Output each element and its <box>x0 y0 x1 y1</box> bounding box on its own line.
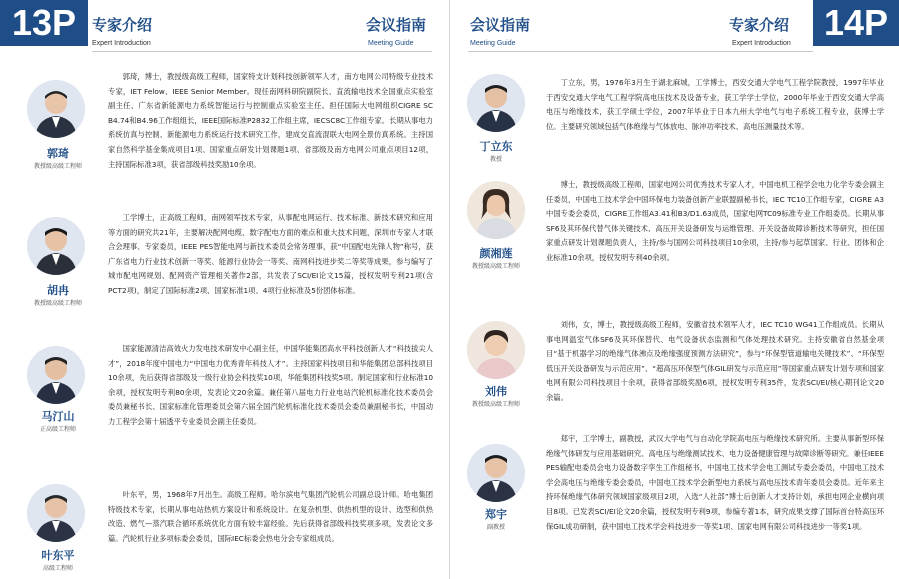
section-subtitle: Expert Introduction <box>92 40 151 47</box>
expert-name: 颜湘莲 <box>479 247 513 260</box>
guide-subtitle: Meeting Guide <box>368 40 414 47</box>
guide-title: 会议指南 <box>366 16 427 34</box>
expert-title: 副教授 <box>486 524 505 531</box>
expert-name: 刘伟 <box>485 385 507 398</box>
guide-title: 会议指南 <box>470 16 531 34</box>
expert-name: 丁立东 <box>479 140 513 153</box>
header-divider <box>468 51 813 52</box>
expert-title: 教授级高级工程师 <box>471 263 520 270</box>
expert-title: 教授级高级工程师 <box>33 163 82 170</box>
expert-bio: 郭琦，博士，教授级高级工程师，国家特支计划科技创新领军人才，南方电网公司特级专业技术专家，IET Felow、IEEE Senior Member。现任南网科研院副院长、直流输电技术全国重点实验室副主任、广东省新能源电力系统智能运行与控制重点实验室主任。担任国际大电网组织CIGRE SC B4.74和B4.96工作组组长，IEEE国际标准P2832工作组主席，IECSC8C工作组专家。长期从事电力系统仿真与控制、新能源电力系统运行技术研究工作，建成交直流混联大电网全景仿真系统。主持国家自然科学基金集成项目1项、国家重点研发计划课题1项、省部级及南方电网公司重点项目12项，主持国际标准3项，获省部级科技奖励10余项。 <box>108 72 433 169</box>
expert-photo <box>467 181 525 239</box>
section-title: 专家介绍 <box>92 16 153 34</box>
section-title: 专家介绍 <box>729 16 790 34</box>
expert-bio: 丁立东，男，1976年3月生于湖北麻城，工学博士，西安交通大学电气工程学院教授，1997年毕业于西安交通大学电气工程学院高电压技术及设备专业，获工学学士学位，2000年毕业于西安交通大学高电压与绝缘技术，获工学硕士学位，2007年毕业于日本九州大学电气与电子系统工程专业，获博士学位。主要研究领域包括气体绝缘与气体放电、脉冲功率技术、高电压测量技术等。 <box>546 78 884 131</box>
expert-title: 正高级工程师 <box>39 426 76 433</box>
expert-title: 教授 <box>489 156 502 163</box>
expert-bio: 郑宇，工学博士，副教授，武汉大学电气与自动化学院高电压与绝缘技术研究所。主要从事新型环保绝缘气体研发与应用基础研究、高电压与绝缘测试技术、电力设备健康管理与故障诊断等研究。兼任IEEE PES输配电委员会电力设备数字孪生工作组秘书，中国电工技术学会电工测试专委会委员，中国电工技术学会高电压与绝缘专委会委员，中国电工技术学会新型电力系统与高电压技术青年委员会委员。近年来主持环保绝缘气体研究领域国家级项目2项，入选“人社部”博士后创新人才支持计划，承担电网企业横向项目8项。已发表SCI/EI论文20余篇，授权发明专利9项，参编专著1本，研究成果支撑了国际首台特高压环保GIL成功研制，获中国电工技术学会科技进步一等奖1项、国家电网有限公司科技进步一等奖1项。 <box>546 434 884 531</box>
expert-photo <box>27 484 85 542</box>
expert-name: 郑宇 <box>485 508 507 521</box>
section-subtitle: Expert Introduction <box>732 40 791 47</box>
expert-bio: 工学博士，正高级工程师，南网领军技术专家，从事配电网运行、技术标准、新技术研究和应用等方面的研究共21年，主要解决配网电缆、数字配电方面的难点和重大技术问题，深圳市专家人才联合会理事、专家委员，IEEE PES智能电网与新技术委员会常务理事，获“中国配电先锋人物”称号，获广东省电力行业技术创新一等奖、能源行业协会一等奖、南网科技进步奖二等奖等成果，参与编写了城市配电网规划、配网资产管理相关著作2部，共发表了SCI/EI论文15篇，授权发明专利21项(含PCT2项)，制定了国际标准2项、国家标准1项、4项行业标准及5份团体标准。 <box>108 213 433 295</box>
expert-bio: 叶东平，男，1968年7月出生。高级工程师。哈尔滨电气集团汽轮机公司副总设计师。哈电集团特级技术专家，长期从事电站热机方案设计和系统设计。在复杂机型、供热机型的设计、选型和供热改造、燃气—蒸汽联合循环系统优化方面有较丰富经验。先后获得省部级科技奖项多项，发表论文多篇。汽轮机行业多项标委会委员，国际IEC标委会热电分会专家组成员。 <box>108 490 433 543</box>
expert-bio: 刘伟，女，博士，教授级高级工程师，安徽省技术领军人才，IEC TC10 WG41工作组成员。长期从事电网温室气体SF6及其环保替代、电气设备状态监测和气体处理技术研究。主持安徽省自然基金项目“基于机器学习的绝缘气体沸点及绝缘强度预测方法研究”，参与“环保型管道输电关键技术”、“环保型低压开关设备研发与示范应用”、“超高压环保型气体GIL研发与示范应用”等国家重点研发计划专项和国家电网有限公司科技项目十余项，获得省部级奖励6项，授权发明专利35件，发表SCI/EI/核心期刊论文20余篇。 <box>546 320 884 402</box>
expert-bio: 国家能源清洁高效火力发电技术研发中心副主任，中国华能集团高水平科技创新人才“科技拔尖人才”，2018年度中国电力“中国电力优秀青年科技人才”。主持国家科技项目和华能集团总部科技项目10余项，先后获得省部级及一级行业协会科技奖10项，华能集团科技奖5项。制定国家和行业标准10余项，授权发明专利80余项，发表论文20余篇。兼任第八届电力行业电站汽轮机标准化技术委员会委员兼秘书长、国家标准化管理委员会第六届全国汽轮机标准化技术委员会委员兼副秘书长，中国动力工程学会第十届透平专业委员会副主任委员。 <box>108 344 433 426</box>
expert-photo <box>467 444 525 502</box>
expert-title: 高级工程师 <box>42 565 73 572</box>
page-14 <box>450 0 899 579</box>
expert-photo <box>467 321 525 379</box>
expert-photo <box>27 217 85 275</box>
page-number: 13P <box>0 0 88 46</box>
expert-title: 教授级高级工程师 <box>471 401 520 408</box>
expert-name: 郭琦 <box>47 147 69 160</box>
expert-bio: 博士，教授级高级工程师，国家电网公司优秀技术专家人才，中国电机工程学会电力化学专委会副主任委员，中国电工技术学会中国环保电力装备创新产业联盟副秘书长，IEC TC10工作组专家，CIGRE A3中国专委会委员，CIGRE工作组A3.41和B3/D1.63成员，国家电网TC09标准专业工作组委员。长期从事SF6及其环保代替气体关键技术、高压开关设备研发与运维管理、开关设备故障诊断技术等研究，担任国家重点研发计划课题负责人，主持/参与国网公司科技项目10余项，主持/参与起草国家、行业、团体和企业标准10余项，授权发明专利40余项。 <box>546 180 884 262</box>
expert-photo <box>27 80 85 138</box>
guide-subtitle: Meeting Guide <box>470 40 516 47</box>
expert-name: 叶东平 <box>41 549 75 562</box>
expert-photo <box>27 346 85 404</box>
expert-name: 马汀山 <box>41 410 75 423</box>
header-divider <box>92 51 432 52</box>
expert-name: 胡冉 <box>47 284 69 297</box>
page-number: 14P <box>813 0 899 46</box>
expert-title: 教授级高级工程师 <box>33 300 82 307</box>
page-13 <box>0 0 449 579</box>
expert-photo <box>467 74 525 132</box>
